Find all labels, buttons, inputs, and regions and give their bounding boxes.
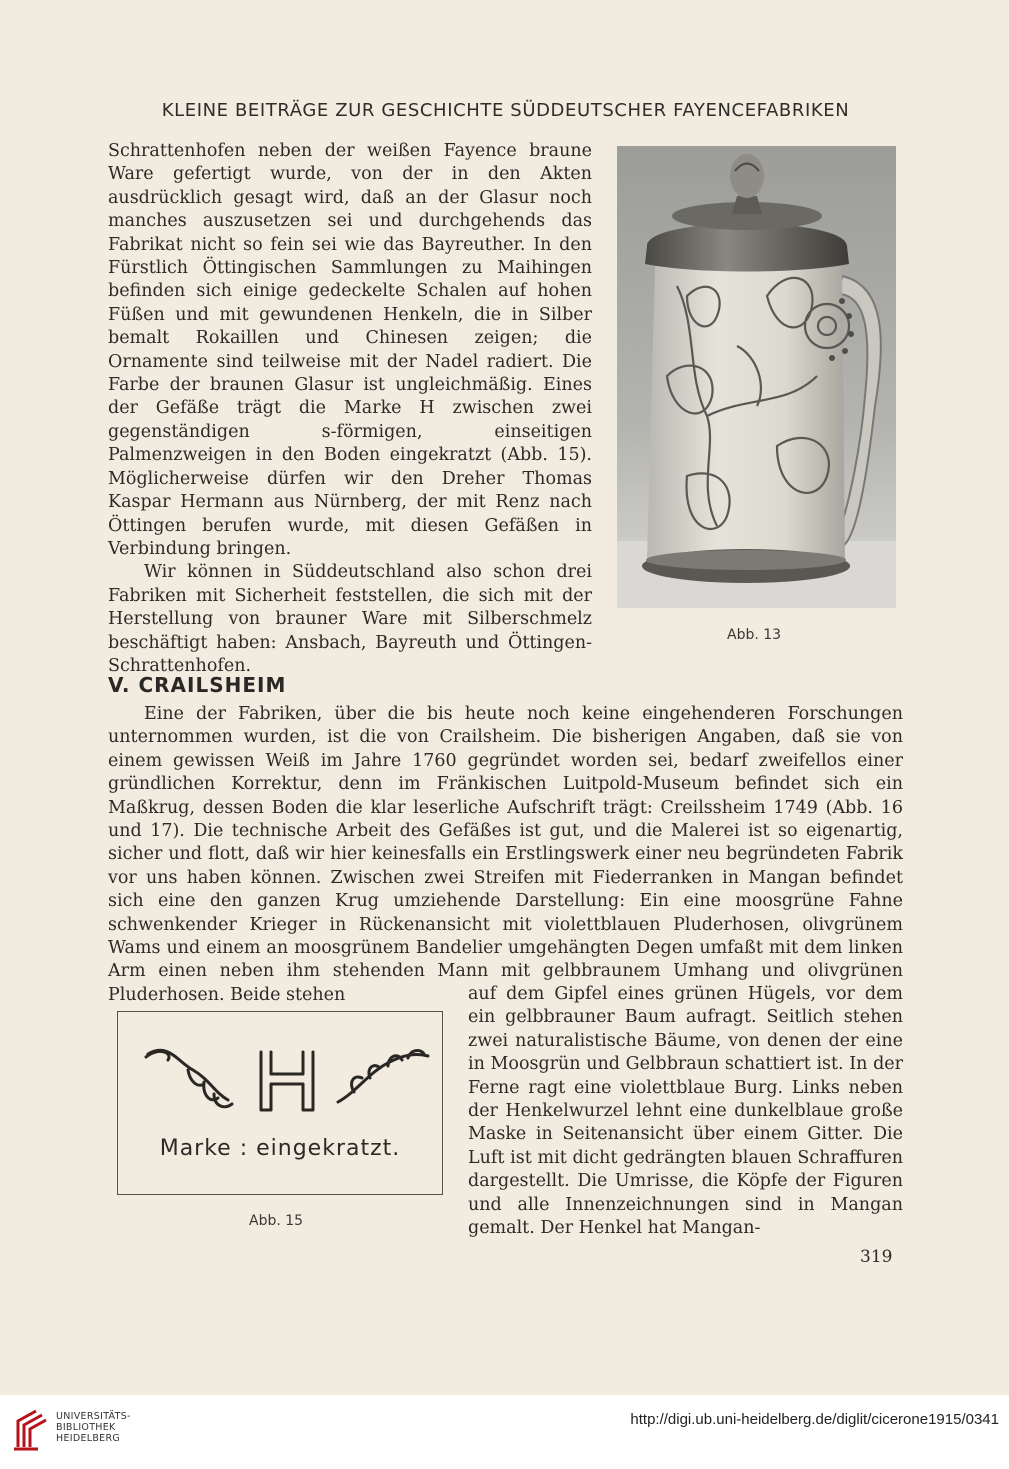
source-url-link[interactable]: http://digi.ub.uni-heidelberg.de/diglit/cicerone1915/0341 (630, 1411, 999, 1428)
library-name: UNIVERSITÄTS- BIBLIOTHEK HEIDELBERG (56, 1411, 131, 1444)
continued-paragraph: auf dem Gipfel eines grünen Hügels, vor dem ein gelbbrauner Baum aufragt. Seitlich stehen zwei naturalistische Bäume, von denen der eine in Moosgrün und Gelbbraun schattiert ist. In der Ferne ragt eine violettblaue Burg. Links neben der Henkelwurzel lehnt eine dunkelblaue große Maske in Seitenansicht über einem Gitter. Die Luft ist mit dicht gedrängten blauen Schraffuren dargestellt. Die Umrisse, die Köpfe der Figuren und alle Innenzeichnungen sind in Mangan gemalt. Der Henkel hat Mangan- (468, 984, 903, 1239)
right-column-text (468, 983, 903, 1240)
footer-bar (0, 1395, 1009, 1469)
mark-label: Marke : eingekratzt. (159, 1136, 401, 1161)
figure-15-caption: Abb. 15 (249, 1213, 304, 1229)
mark-h-illustration (118, 1012, 442, 1132)
tankard-illustration (617, 146, 896, 608)
paragraph-2: Wir können in Süddeutschland also schon drei Fabriken mit Sicherheit feststellen, die sich mit der Herstellung von brauner Ware mit Silberschmelz beschäftigt haben: Ansbach, Bayreuth und Öttingen-Schrattenhofen. (108, 562, 592, 676)
running-head: KLEINE BEITRÄGE ZUR GESCHICHTE SÜDDEUTSCHER FAYENCEFABRIKEN (161, 100, 850, 121)
section-heading: V. CRAILSHEIM (108, 673, 287, 697)
left-column (108, 140, 592, 678)
crailsheim-paragraph: Eine der Fabriken, über die bis heute noch keine eingehenderen Forschungen unternommen wurden, ist die von Crailsheim. Die bisherigen Angaben, daß sie von einem gewissen Weiß im Jahre 1760 gegründet worden sei, bedarf zweifellos einer gründlichen Korrektur, denn im Fränkischen Luitpold-Museum befindet sich ein Maßkrug, dessen Boden die klar leserliche Aufschrift trägt: Creilssheim 1749 (Abb. 16 und 17). Die technische Arbeit des Gefäßes ist gut, und die Malerei ist so eigenartig, sicher und flott, daß wir hier keinesfalls ein Erstlingswerk einer neu begründeten Fabrik vor uns haben können. Zwischen zwei Streifen mit Fiederranken in Mangan befindet sich eine den ganzen Krug umziehende Darstellung: Ein eine moosgrüne Fahne schwenkender Krieger in Rückenansicht mit violettblauen Pluderhosen, olivgrünem Wams und einem an moosgrünem Bandelier umgehängten Degen umfaßt mit dem linken Arm einen neben ihm stehenden Mann mit gelbbraunem Umhang und olivgrünen Pluderhosen. Beide stehen (108, 704, 903, 1005)
paragraph-1: Schrattenhofen neben der weißen Fayence braune Ware gefertigt wurde, von der in den Akten ausdrücklich gesagt wird, daß an der Glasur noch manches auszusetzen sei und durchgehends das Fabrikat nicht so fein sei wie das Bayreuther. In den Fürstlich Öttingischen Sammlungen zu Maihingen befinden sich einige gedeckelte Schalen auf hohen Füßen und mit gewundenen Henkeln, die in Silber bemalt Rokaillen und Chinesen zeigen; die Ornamente sind teilweise mit der Nadel radiert. Die Farbe der braunen Glasur ist ungleichmäßig. Eines der Gefäße trägt die Marke H zwischen zwei gegenständigen s-förmigen, einseitigen Palmenzweigen in den Boden eingekratzt (Abb. 15). Möglicherweise dürfen wir den Dreher Thomas Kaspar Hermann aus Nürnberg, der mit Renz nach Öttingen berufen wurde, mit diesen Gefäßen in Verbindung bringen. (108, 141, 592, 559)
figure-15-mark (117, 1011, 443, 1195)
figure-13-caption: Abb. 13 (727, 627, 782, 643)
page-number: 319 (860, 1247, 893, 1267)
library-logo-icon (12, 1407, 50, 1457)
full-width-text (108, 703, 903, 1007)
figure-13-photo (617, 146, 896, 608)
